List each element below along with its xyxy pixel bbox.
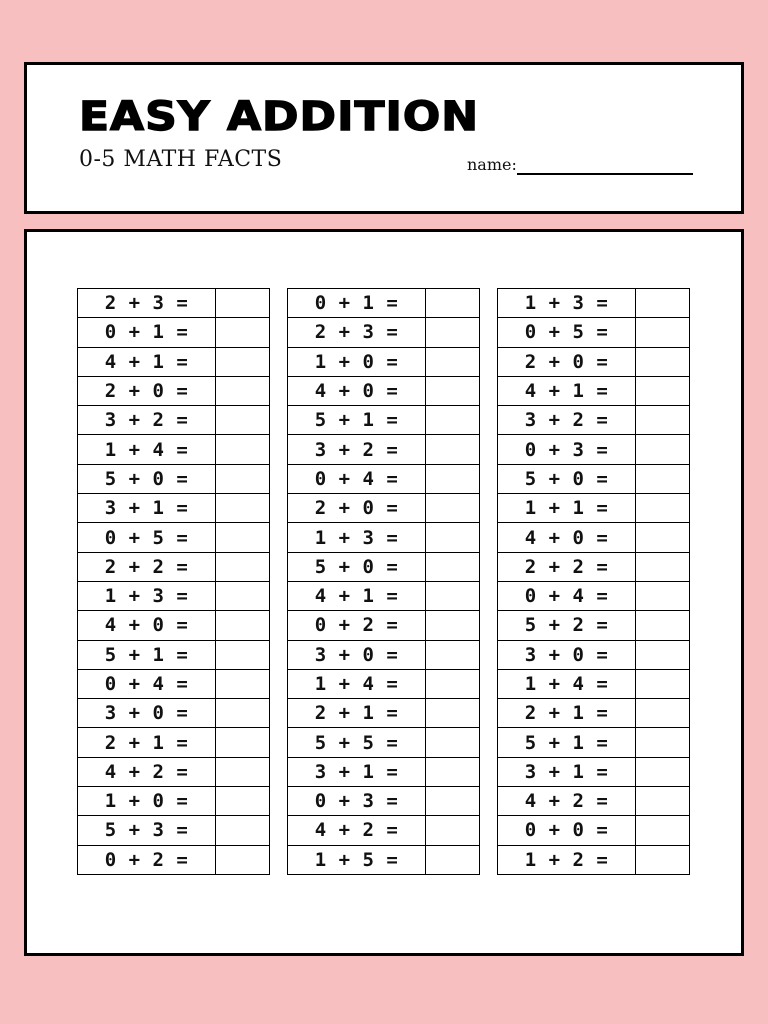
problem-text: 3 + 1 = [78, 494, 216, 523]
answer-box[interactable] [636, 816, 690, 845]
problem-text: 5 + 0 = [498, 464, 636, 493]
problem-row [78, 728, 270, 757]
answer-box[interactable] [636, 289, 690, 318]
problem-text: 4 + 2 = [288, 816, 426, 845]
problem-row [288, 464, 480, 493]
answer-box[interactable] [216, 728, 270, 757]
problem-row [498, 611, 690, 640]
answer-box[interactable] [426, 699, 480, 728]
problem-row [78, 816, 270, 845]
problem-text: 4 + 1 = [288, 581, 426, 610]
problem-text: 4 + 0 = [498, 523, 636, 552]
answer-box[interactable] [216, 787, 270, 816]
problem-row [78, 523, 270, 552]
problem-text: 2 + 0 = [498, 347, 636, 376]
problem-text: 4 + 1 = [78, 347, 216, 376]
answer-box[interactable] [216, 816, 270, 845]
problem-row [498, 464, 690, 493]
problem-text: 1 + 3 = [288, 523, 426, 552]
answer-box[interactable] [216, 640, 270, 669]
problem-row [498, 376, 690, 405]
problem-row [498, 347, 690, 376]
problem-row [78, 406, 270, 435]
problem-row [498, 816, 690, 845]
problem-row [288, 406, 480, 435]
answer-box[interactable] [216, 611, 270, 640]
answer-box[interactable] [636, 728, 690, 757]
problem-row [288, 669, 480, 698]
problem-row [288, 552, 480, 581]
answer-box[interactable] [636, 494, 690, 523]
problem-text: 1 + 0 = [78, 787, 216, 816]
answer-box[interactable] [636, 376, 690, 405]
problem-text: 0 + 2 = [288, 611, 426, 640]
problem-row [498, 406, 690, 435]
answer-box[interactable] [636, 699, 690, 728]
answer-box[interactable] [636, 435, 690, 464]
problem-text: 0 + 4 = [498, 581, 636, 610]
answer-box[interactable] [426, 494, 480, 523]
answer-box[interactable] [426, 406, 480, 435]
answer-box[interactable] [636, 318, 690, 347]
problem-row [288, 289, 480, 318]
problem-text: 4 + 0 = [288, 376, 426, 405]
name-blank-line[interactable] [517, 173, 693, 175]
worksheet-header [24, 62, 744, 214]
answer-box[interactable] [216, 435, 270, 464]
problem-text: 5 + 0 = [78, 464, 216, 493]
problem-row [288, 816, 480, 845]
problem-text: 1 + 2 = [498, 845, 636, 874]
problem-row [288, 611, 480, 640]
problem-text: 0 + 3 = [498, 435, 636, 464]
problem-row [288, 347, 480, 376]
answer-box[interactable] [216, 581, 270, 610]
problem-row [78, 318, 270, 347]
problem-text: 4 + 2 = [498, 787, 636, 816]
answer-box[interactable] [426, 845, 480, 874]
problem-text: 1 + 4 = [498, 669, 636, 698]
answer-box[interactable] [636, 787, 690, 816]
problem-text: 3 + 1 = [288, 757, 426, 786]
problem-row [78, 845, 270, 874]
answer-box[interactable] [426, 816, 480, 845]
problem-row [288, 318, 480, 347]
answer-box[interactable] [636, 464, 690, 493]
problem-row [288, 494, 480, 523]
problem-row [288, 845, 480, 874]
problem-text: 3 + 2 = [78, 406, 216, 435]
problem-text: 3 + 0 = [78, 699, 216, 728]
problem-text: 2 + 2 = [498, 552, 636, 581]
answer-box[interactable] [216, 523, 270, 552]
problem-text: 5 + 0 = [288, 552, 426, 581]
name-label: name: [467, 155, 517, 174]
problem-row [498, 552, 690, 581]
answer-box[interactable] [216, 552, 270, 581]
problem-text: 1 + 5 = [288, 845, 426, 874]
problem-text: 5 + 3 = [78, 816, 216, 845]
answer-box[interactable] [426, 318, 480, 347]
problem-row [498, 669, 690, 698]
answer-box[interactable] [426, 728, 480, 757]
problem-text: 0 + 2 = [78, 845, 216, 874]
worksheet-title: EASY ADDITION [79, 93, 480, 140]
problem-text: 0 + 5 = [78, 523, 216, 552]
problem-row [78, 376, 270, 405]
problem-row [78, 699, 270, 728]
problem-row [78, 640, 270, 669]
problem-text: 2 + 1 = [498, 699, 636, 728]
problem-text: 2 + 0 = [78, 376, 216, 405]
answer-box[interactable] [426, 757, 480, 786]
problem-row [498, 581, 690, 610]
problem-text: 1 + 1 = [498, 494, 636, 523]
problem-text: 3 + 1 = [498, 757, 636, 786]
problem-text: 5 + 2 = [498, 611, 636, 640]
problem-row [78, 435, 270, 464]
problem-row [288, 581, 480, 610]
problem-row [288, 757, 480, 786]
problem-row [78, 494, 270, 523]
answer-box[interactable] [636, 640, 690, 669]
problem-text: 3 + 2 = [498, 406, 636, 435]
problem-row [498, 494, 690, 523]
answer-box[interactable] [216, 669, 270, 698]
problem-row [78, 787, 270, 816]
answer-box[interactable] [636, 757, 690, 786]
answer-box[interactable] [426, 347, 480, 376]
problem-row [498, 699, 690, 728]
problem-text: 0 + 4 = [78, 669, 216, 698]
answer-box[interactable] [426, 640, 480, 669]
problem-text: 2 + 1 = [288, 699, 426, 728]
answer-box[interactable] [216, 699, 270, 728]
worksheet-subtitle: 0-5 MATH FACTS [79, 147, 283, 172]
problem-row [498, 757, 690, 786]
answer-box[interactable] [426, 669, 480, 698]
answer-box[interactable] [636, 581, 690, 610]
problem-row [288, 523, 480, 552]
problem-row [498, 289, 690, 318]
problem-text: 1 + 4 = [78, 435, 216, 464]
problem-row [498, 845, 690, 874]
problem-row [78, 669, 270, 698]
problem-row [78, 289, 270, 318]
answer-box[interactable] [216, 757, 270, 786]
problem-text: 0 + 4 = [288, 464, 426, 493]
answer-box[interactable] [216, 845, 270, 874]
problem-text: 5 + 5 = [288, 728, 426, 757]
answer-box[interactable] [636, 845, 690, 874]
answer-box[interactable] [216, 406, 270, 435]
problem-row [78, 464, 270, 493]
problem-row [498, 640, 690, 669]
answer-box[interactable] [216, 347, 270, 376]
answer-box[interactable] [636, 611, 690, 640]
problems-panel [24, 229, 744, 956]
problem-text: 2 + 2 = [78, 552, 216, 581]
problem-row [288, 640, 480, 669]
answer-box[interactable] [216, 464, 270, 493]
problem-column-3 [497, 288, 690, 875]
problem-text: 1 + 0 = [288, 347, 426, 376]
problem-text: 4 + 0 = [78, 611, 216, 640]
problem-text: 2 + 0 = [288, 494, 426, 523]
answer-box[interactable] [636, 669, 690, 698]
problem-text: 3 + 0 = [288, 640, 426, 669]
answer-box[interactable] [426, 611, 480, 640]
answer-box[interactable] [426, 464, 480, 493]
answer-box[interactable] [216, 318, 270, 347]
problem-text: 3 + 0 = [498, 640, 636, 669]
answer-box[interactable] [216, 289, 270, 318]
answer-box[interactable] [426, 376, 480, 405]
answer-box[interactable] [426, 581, 480, 610]
problem-row [288, 787, 480, 816]
problem-row [498, 435, 690, 464]
problem-text: 0 + 3 = [288, 787, 426, 816]
problem-text: 1 + 3 = [78, 581, 216, 610]
problem-row [498, 728, 690, 757]
answer-box[interactable] [216, 494, 270, 523]
answer-box[interactable] [636, 406, 690, 435]
problem-text: 5 + 1 = [498, 728, 636, 757]
problem-row [78, 611, 270, 640]
problem-text: 5 + 1 = [288, 406, 426, 435]
problem-text: 2 + 1 = [78, 728, 216, 757]
problem-text: 0 + 1 = [78, 318, 216, 347]
problem-row [288, 376, 480, 405]
problem-text: 5 + 1 = [78, 640, 216, 669]
problem-row [78, 347, 270, 376]
problem-text: 3 + 2 = [288, 435, 426, 464]
problem-row [78, 757, 270, 786]
problem-text: 4 + 1 = [498, 376, 636, 405]
problem-row [78, 581, 270, 610]
answer-box[interactable] [636, 552, 690, 581]
problem-row [498, 523, 690, 552]
problem-row [498, 318, 690, 347]
answer-box[interactable] [426, 787, 480, 816]
problem-text: 2 + 3 = [288, 318, 426, 347]
problem-row [498, 787, 690, 816]
problem-row [288, 435, 480, 464]
problem-text: 0 + 5 = [498, 318, 636, 347]
problem-row [288, 699, 480, 728]
answer-box[interactable] [426, 523, 480, 552]
answer-box[interactable] [636, 523, 690, 552]
problem-text: 0 + 0 = [498, 816, 636, 845]
problem-column-2 [287, 288, 480, 875]
problem-text: 4 + 2 = [78, 757, 216, 786]
answer-box[interactable] [636, 347, 690, 376]
answer-box[interactable] [426, 435, 480, 464]
problem-row [288, 728, 480, 757]
problem-text: 2 + 3 = [78, 289, 216, 318]
problem-text: 0 + 1 = [288, 289, 426, 318]
problem-text: 1 + 4 = [288, 669, 426, 698]
answer-box[interactable] [426, 289, 480, 318]
answer-box[interactable] [426, 552, 480, 581]
answer-box[interactable] [216, 376, 270, 405]
problem-column-1 [77, 288, 270, 875]
problem-text: 1 + 3 = [498, 289, 636, 318]
problem-row [78, 552, 270, 581]
